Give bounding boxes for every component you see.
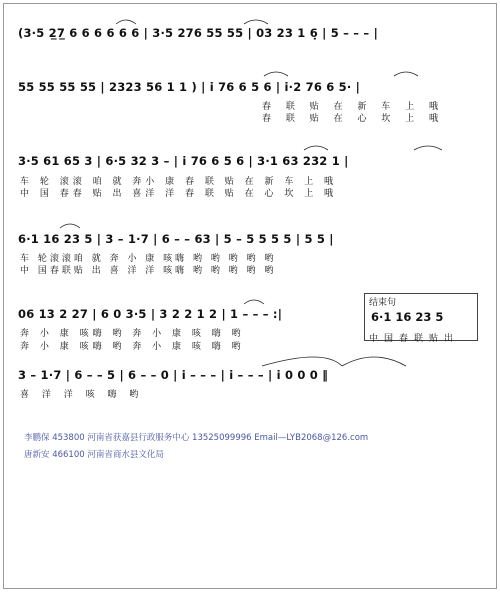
score-line-3-notes: 3·5 61 65 3 | 6·5 32 3 – | i 76 6 5 6 | 3·1 63 232 1 |	[18, 154, 349, 168]
score-line-2-lyric-1: 春 联 贴 在 新 车 上 哦	[262, 102, 445, 112]
score-line-4-notes: 6·1 16 23 5 | 3 – 1·7 | 6 – – 63 | 5 – 5 5 5 5 | 5 5 |	[18, 232, 334, 246]
score-line-1-notes: (3·5 2̲7̲ 6 6 6 6 6 6 | 3·5 276 55 55 | 03 23 1 6̣ | 5 – – – |	[18, 26, 378, 40]
score-line-4-lyric-2: 中 国春联贴 出 喜 洋 洋 咳嗨 哟 哟 哟 哟 哟	[20, 266, 277, 276]
score-line-3-lyric-1: 车 轮 滚滚 咱 就 奔小 康 春 联 贴 在 新 车 上 哦	[20, 177, 338, 187]
score-line-2-lyric-2: 春 联 贴 在 心 坎 上 哦	[262, 114, 445, 124]
coda-notes: 6·1 16 23 5	[371, 310, 444, 324]
score-line-4-lyric-1: 车 轮滚滚咱 就 奔 小 康 咳嗨 哟 哟 哟 哟 哟	[20, 254, 277, 264]
score-line-5-lyric-1: 奔 小 康 咳嗨 哟 奔 小 康 咳 嗨 哟	[20, 329, 245, 339]
coda-label: 结束句	[369, 298, 397, 308]
score-line-5-lyric-2: 奔 小 康 咳嗨 哟 奔 小 康 咳 嗨 哟	[20, 342, 245, 352]
coda-section	[364, 293, 478, 344]
credit-line-1: 李鹏保 453800 河南省获嘉县行政服务中心 13525099996 Email—LYB2068@126.com	[24, 433, 369, 443]
score-line-2-notes: 55 55 55 55 | 2323 56 1 1 ) | i 76 6 5 6 | i·2 76 6 5· |	[18, 80, 360, 94]
score-line-6-lyric-1: 喜 洋 洋 咳 嗨 哟	[20, 390, 144, 400]
score-line-5-notes: 06 13 2 27 | 6 0 3·5 | 3 2 2 1 2 | 1 – – – :|	[18, 307, 283, 321]
score-page	[3, 3, 497, 589]
coda-lyric: 中国春联贴出	[369, 334, 460, 344]
credit-line-2: 唐新安 466100 河南省商水县文化局	[24, 450, 164, 460]
score-line-6-notes: 3 – 1·7 | 6 – – 5 | 6 – – 0 | i – – – | i – – – | i 0 0 0 ‖	[18, 368, 329, 382]
score-line-3-lyric-2: 中 国 春春 贴 出 喜洋 洋 春 联 贴 在 心 坎 上 哦	[20, 189, 338, 199]
